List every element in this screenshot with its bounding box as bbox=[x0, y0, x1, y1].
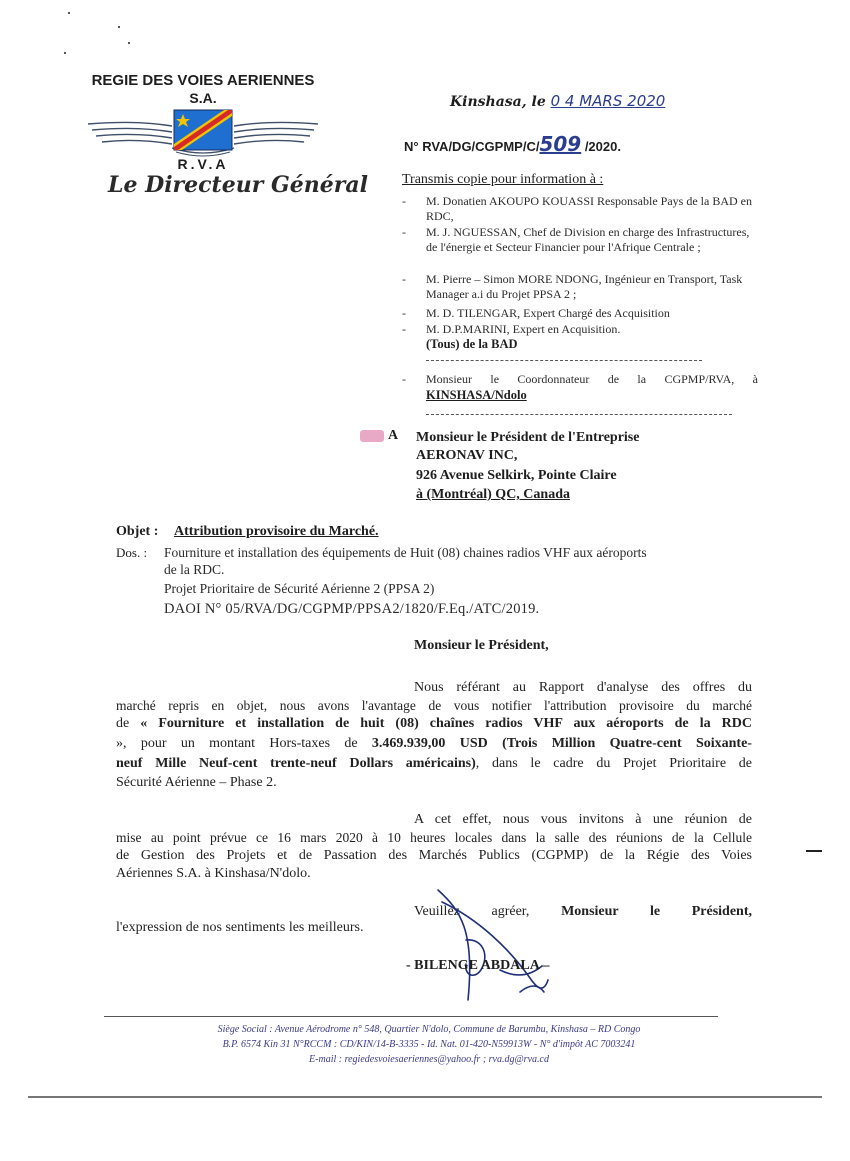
scan-speck bbox=[118, 26, 120, 28]
closing-line: l'expression de nos sentiments les meilleurs. bbox=[116, 920, 364, 935]
ref-number: 509 bbox=[539, 132, 582, 156]
copies-title: Transmis copie pour information à : bbox=[402, 172, 604, 187]
copy-item: - M. D. TILENGAR, Expert Chargé des Acquisition bbox=[402, 306, 670, 320]
dos-line: de la RDC. bbox=[164, 562, 225, 577]
copy-item: - M. D.P.MARINI, Expert en Acquisition. bbox=[402, 322, 621, 336]
paragraph-line: », pour un montant Hors-taxes de 3.469.939,00 USD (Trois Million Quatre-cent Soixante- bbox=[116, 736, 752, 751]
paragraph-line: de Gestion des Projets et de Passation des Marchés Publics (CGPMP) de la Régie des Voies bbox=[116, 848, 752, 863]
org-sa: S.A. bbox=[189, 90, 217, 106]
rva-logo-icon bbox=[86, 104, 320, 160]
paragraph-line: neuf Mille Neuf-cent trente-neuf Dollars américains), dans le cadre du Projet Prioritaire de bbox=[116, 756, 753, 771]
paragraph-line: mise au point prévue ce 16 mars 2020 à 10 heures locales dans la salle des réunions de la Cellule bbox=[116, 830, 752, 845]
addressee-prefix: A bbox=[388, 428, 399, 443]
signatory-name: - BILENGE ABDALA – bbox=[406, 958, 550, 973]
footer-line: E-mail : regiedesvoiesaeriennes@yahoo.fr ; rva.dg@rva.cd bbox=[309, 1054, 549, 1065]
reference-line bbox=[404, 132, 621, 156]
scan-speck bbox=[64, 52, 66, 54]
separator bbox=[426, 414, 732, 415]
object-text: Attribution provisoire du Marché. bbox=[174, 524, 379, 539]
footer-line: B.P. 6574 Kin 31 N°RCCM : CD/KIN/14-B-3335 - Id. Nat. 01-420-N59913W - N° d'impôt AC 7003241 bbox=[222, 1039, 636, 1050]
addressee-line: AERONAV INC, bbox=[416, 448, 518, 463]
paragraph-line: Sécurité Aérienne – Phase 2. bbox=[116, 775, 277, 790]
paragraph-line: marché repris en objet, nous avons l'avantage de vous notifier l'attribution provisoire du marché bbox=[116, 698, 752, 713]
copy-item: - M. Donatien AKOUPO KOUASSI Responsable Pays de la BAD en RDC, bbox=[402, 194, 752, 223]
paragraph-indent-line: Nous référant au Rapport d'analyse des offres du bbox=[414, 680, 752, 695]
ref-suffix: /2020. bbox=[581, 139, 621, 154]
dos-line: DAOI N° 05/RVA/DG/CGPMP/PPSA2/1820/F.Eq./ATC/2019. bbox=[164, 601, 540, 617]
stamp-mark bbox=[360, 430, 384, 442]
scan-speck bbox=[128, 42, 130, 44]
paragraph-indent-line: A cet effet, nous vous invitons à une réunion de bbox=[414, 812, 752, 827]
ref-prefix: N° RVA/DG/CGPMP/C/ bbox=[404, 139, 540, 154]
addressee-line: Monsieur le Président de l'Entreprise bbox=[416, 430, 640, 445]
handwritten-signature-icon bbox=[420, 880, 570, 1010]
copy-item: - M. Pierre – Simon MORE NDONG, Ingénieur en Transport, Task Manager a.i du Projet PPSA 2 ; bbox=[402, 272, 743, 301]
closing-indent-line: Veuillez agréer, Monsieur le Président, bbox=[414, 904, 753, 919]
bottom-rule bbox=[28, 1096, 822, 1098]
date-stamp: 0 4 MARS 2020 bbox=[550, 92, 666, 110]
paragraph-line: de « Fourniture et installation de huit (08) chaînes radios VHF aux aéroports de la RDC bbox=[116, 716, 752, 731]
date-prefix: Kinshasa, le bbox=[450, 94, 551, 110]
separator bbox=[426, 360, 702, 361]
copies-group-note: (Tous) de la BAD bbox=[426, 337, 518, 351]
dos-line: Projet Prioritaire de Sécurité Aérienne 2 (PPSA 2) bbox=[164, 581, 435, 596]
addressee-line: 926 Avenue Selkirk, Pointe Claire bbox=[416, 468, 617, 483]
copy-item: - M. J. NGUESSAN, Chef de Division en charge des Infrastructures, de l'énergie et Secteur Financier pour l'Afrique Centrale ; bbox=[402, 225, 750, 254]
org-acronym: R.V.A bbox=[177, 156, 229, 172]
date-line bbox=[450, 92, 665, 111]
paragraph-line: Aériennes S.A. à Kinshasa/N'dolo. bbox=[116, 866, 311, 881]
coordinator-item: - Monsieur le Coordonnateur de la CGPMP/RVA, à bbox=[402, 372, 758, 386]
object-label: Objet : bbox=[116, 524, 159, 539]
dos-label: Dos. : bbox=[116, 545, 148, 560]
addressee-line: à (Montréal) QC, Canada bbox=[416, 487, 570, 502]
salutation: Monsieur le Président, bbox=[414, 638, 549, 653]
director-title: Le Directeur Général bbox=[108, 172, 368, 198]
scan-speck bbox=[68, 12, 70, 14]
org-name: REGIE DES VOIES AERIENNES bbox=[91, 72, 315, 89]
coordinator-place: KINSHASA/Ndolo bbox=[426, 388, 527, 402]
dos-line: Fourniture et installation des équipements de Huit (08) chaines radios VHF aux aéroports bbox=[164, 545, 647, 560]
margin-mark bbox=[806, 850, 822, 852]
footer-line: Siège Social : Avenue Aérodrome n° 548, Quartier N'dolo, Commune de Barumbu, Kinshasa – RD Congo bbox=[217, 1024, 641, 1035]
footer-rule bbox=[104, 1016, 718, 1017]
